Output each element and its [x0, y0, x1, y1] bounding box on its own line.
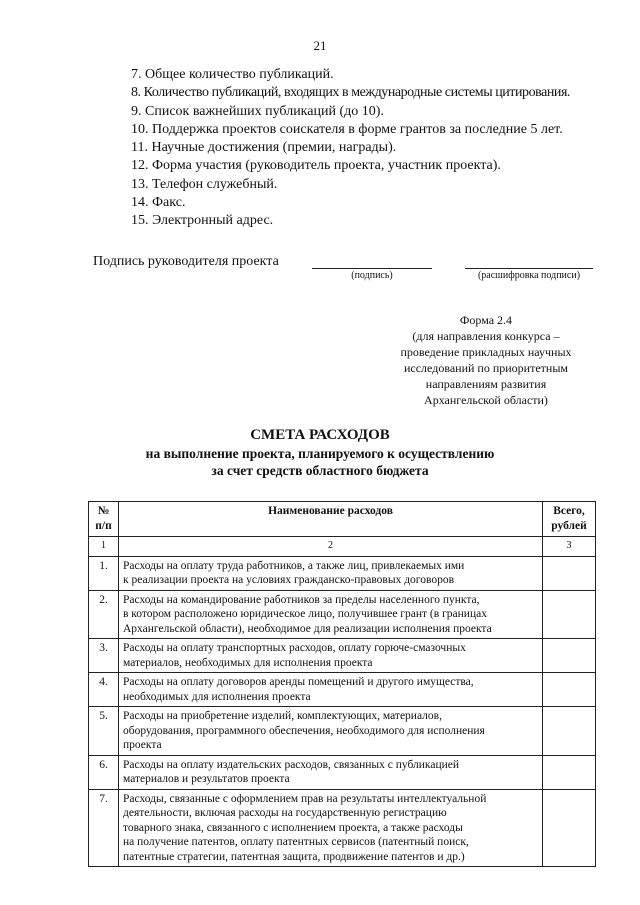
table-row [89, 639, 596, 673]
column-index: 3 [543, 537, 596, 557]
expense-name-line: Расходы на приобретение изделий, комплектующих, материалов, [123, 710, 442, 722]
list-item: 8. Количество публикаций, входящих в международные системы цитирования. [131, 85, 570, 101]
list-item: 7. Общее количество публикаций. [131, 67, 334, 82]
table-row [89, 673, 596, 707]
column-index: 1 [89, 537, 119, 557]
table-row [89, 590, 596, 639]
expense-name-line: материалов и результатов проекта [123, 773, 290, 785]
expense-name-line: материалов, необходимых для исполнения проекта [123, 656, 373, 669]
expense-name [119, 556, 543, 590]
header-name: Наименование расходов [119, 502, 543, 537]
header-number-line: п/п [95, 519, 112, 532]
expense-name-line: к реализации проекта на условиях гражданско-правовых договоров [123, 574, 455, 586]
expense-total-cell[interactable] [543, 590, 596, 639]
form-line: Форма 2.4 [459, 313, 513, 327]
table-header-row [89, 502, 596, 537]
list-item: 13. Телефон служебный. [131, 176, 278, 192]
document-title [0, 426, 640, 479]
signature-label: Подпись руководителя проекта [93, 254, 279, 269]
expense-name-line: проекта [123, 739, 162, 751]
title-subline: на выполнение проекта, планируемого к осуществлению [145, 446, 495, 461]
form-line: исследований по приоритетным [403, 361, 568, 375]
expense-total-cell[interactable] [543, 755, 596, 789]
expense-table [88, 501, 596, 867]
column-index: 2 [119, 537, 543, 557]
form-reference [398, 312, 574, 408]
expense-total-cell[interactable] [543, 556, 596, 590]
expense-name [119, 639, 543, 673]
expense-total-cell[interactable] [543, 789, 596, 867]
title-main: СМЕТА РАСХОДОВ [250, 427, 390, 443]
signature-caption: (подпись) [351, 270, 393, 281]
expense-name-line: патентные стратегии, патентная защита, продвижение патентов и др.) [123, 850, 465, 863]
form-line: проведение прикладных научных [400, 345, 572, 359]
expense-name-line: Расходы, связанные с оформлением прав на результаты интеллектуальной [123, 792, 487, 805]
expense-total-cell[interactable] [543, 639, 596, 673]
header-total-line: рублей [551, 519, 587, 532]
table-row [89, 556, 596, 590]
expense-name-line: Расходы на оплату труда работников, а также лиц, привлекаемых ими [123, 559, 465, 572]
expense-name-line: на получение патентов, оплату патентных сервисов (патентный поиск, [123, 836, 469, 848]
signature-line [312, 268, 432, 269]
row-number: 7. [89, 789, 119, 867]
expense-total-cell[interactable] [543, 707, 596, 756]
expense-name-line: Расходы на оплату транспортных расходов, оплату горюче-смазочных [123, 642, 466, 654]
header-number-line: № [97, 505, 110, 517]
row-number: 3. [89, 639, 119, 673]
table-row [89, 755, 596, 789]
header-total [543, 502, 596, 537]
expense-name [119, 755, 543, 789]
page-number: 21 [313, 38, 327, 53]
expense-name-line: оборудования, программного обеспечения, необходимого для исполнения [123, 724, 485, 737]
expense-name-line: Расходы на командирование работников за пределы населенного пункта, [123, 593, 480, 606]
list-item: 10. Поддержка проектов соискателя в форме грантов за последние 5 лет. [131, 121, 563, 137]
signature-decoding-line [465, 268, 593, 269]
expense-name-line: товарного знака, связанного с исполнением проекта, а также расходы [123, 821, 463, 834]
expense-rows [89, 556, 596, 867]
expense-name [119, 590, 543, 639]
title-subline: за счет средств областного бюджета [211, 463, 429, 478]
applicant-info-list [131, 66, 570, 231]
expense-name-line: в котором расположено юридическое лицо, получившее грант (в границах [123, 608, 487, 620]
expense-name [119, 673, 543, 707]
header-total-line: Всего, [553, 505, 585, 517]
expense-name-line: Архангельской области), необходимое для реализации исполнения проекта [123, 622, 492, 635]
expense-total-cell[interactable] [543, 673, 596, 707]
row-number: 4. [89, 673, 119, 707]
table-row [89, 707, 596, 756]
row-number: 5. [89, 707, 119, 756]
column-index-row [89, 537, 596, 557]
form-line: Архангельской области) [424, 393, 548, 407]
expense-name-line: Расходы на оплату договоров аренды помещений и другого имущества, [123, 676, 474, 688]
list-item: 15. Электронный адрес. [131, 213, 274, 229]
row-number: 6. [89, 755, 119, 789]
table-row [89, 789, 596, 867]
expense-name-line: необходимых для исполнения проекта [123, 690, 311, 703]
form-line: (для направления конкурса – [412, 329, 560, 343]
list-item: 12. Форма участия (руководитель проекта, участник проекта). [131, 158, 501, 174]
list-item: 11. Научные достижения (премии, награды). [131, 140, 397, 156]
expense-name-line: деятельности, включая расходы на государственную регистрацию [123, 807, 447, 819]
expense-name [119, 789, 543, 867]
row-number: 1. [89, 556, 119, 590]
expense-name [119, 707, 543, 756]
form-line: направлениям развития [425, 377, 547, 391]
row-number: 2. [89, 590, 119, 639]
header-number [89, 502, 119, 537]
signature-decoding-caption: (расшифровка подписи) [477, 270, 581, 281]
list-item: 9. Список важнейших публикаций (до 10). [131, 103, 384, 119]
expense-name-line: Расходы на оплату издательских расходов, связанных с публикацией [123, 758, 460, 771]
list-item: 14. Факс. [131, 195, 186, 211]
